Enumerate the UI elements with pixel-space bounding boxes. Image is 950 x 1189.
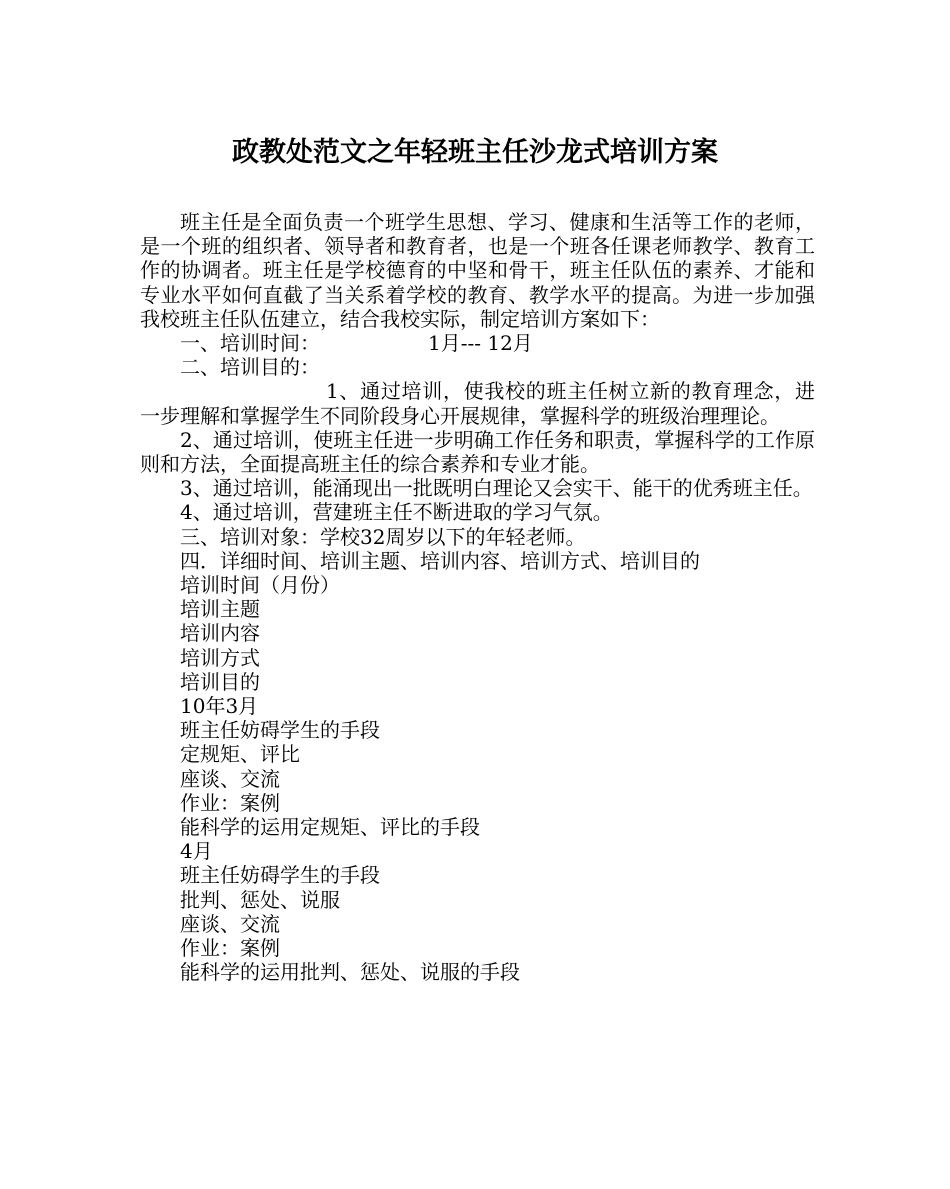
section-time-value: 1月--- 12月 — [428, 331, 533, 356]
table-row-1-method: 座谈、交流 — [180, 766, 280, 791]
table-row-2-goal: 能科学的运用批判、惩处、说服的手段 — [180, 960, 520, 985]
intro-paragraph: 班主任是全面负责一个班学生思想、学习、健康和生活等工作的老师，是一个班的组织者、领导者和教育者，也是一个班各任课老师教学、教育工作的协调者。班主任是学校德育的中坚和骨干，班主任队伍的素养、才能和专业水平如何直截了当关系着学校的教育、教学水平的提高。为进一步加强我校班主任队伍建立，结合我校实际，制定培训方案如下： — [140, 210, 815, 331]
table-row-2-topic: 班主任妨碍学生的手段 — [180, 863, 380, 888]
goal-item-4: 4、通过培训，营建班主任不断进取的学习气氛。 — [180, 500, 613, 525]
section-time — [140, 331, 815, 355]
section-goal-heading: 二、培训目的： — [180, 355, 320, 380]
table-header-goal: 培训目的 — [180, 669, 260, 694]
section-target: 三、培训对象：学校32周岁以下的年轻老师。 — [180, 524, 586, 549]
section-time-label: 一、培训时间： — [180, 331, 320, 356]
table-row-2-homework: 作业：案例 — [180, 936, 280, 961]
table-row-2-content: 批判、惩处、说服 — [180, 887, 340, 912]
table-row-1-homework: 作业：案例 — [180, 790, 280, 815]
goal-item-1: 1、通过培训，使我校的班主任树立新的教育理念，进一步理解和掌握学生不同阶段身心开展规律，掌握科学的班级治理理论。 — [140, 379, 815, 428]
document-body — [140, 210, 815, 985]
table-header-topic: 培训主题 — [180, 597, 260, 622]
goal-item-2: 2、通过培训，使班主任进一步明确工作任务和职责，掌握科学的工作原则和方法，全面提高班主任的综合素养和专业才能。 — [140, 427, 815, 477]
table-row-1-topic: 班主任妨碍学生的手段 — [180, 718, 380, 743]
table-row-1-content: 定规矩、评比 — [180, 742, 300, 767]
goal-item-3: 3、通过培训，能涌现出一批既明白理论又会实干、能干的优秀班主任。 — [180, 476, 813, 501]
table-row-1-time: 10年3月 — [180, 694, 259, 719]
table-header-content: 培训内容 — [180, 621, 260, 646]
table-row-2-time: 4月 — [180, 839, 213, 864]
table-row-2-method: 座谈、交流 — [180, 911, 280, 936]
table-header-time: 培训时间（月份） — [180, 573, 340, 598]
table-row-1-goal: 能科学的运用定规矩、评比的手段 — [180, 815, 480, 840]
section-schedule-heading: 四．详细时间、培训主题、培训内容、培训方式、培训目的 — [180, 548, 700, 573]
document-title: 政教处范文之年轻班主任沙龙式培训方案 — [232, 137, 718, 168]
table-header-method: 培训方式 — [180, 645, 260, 670]
